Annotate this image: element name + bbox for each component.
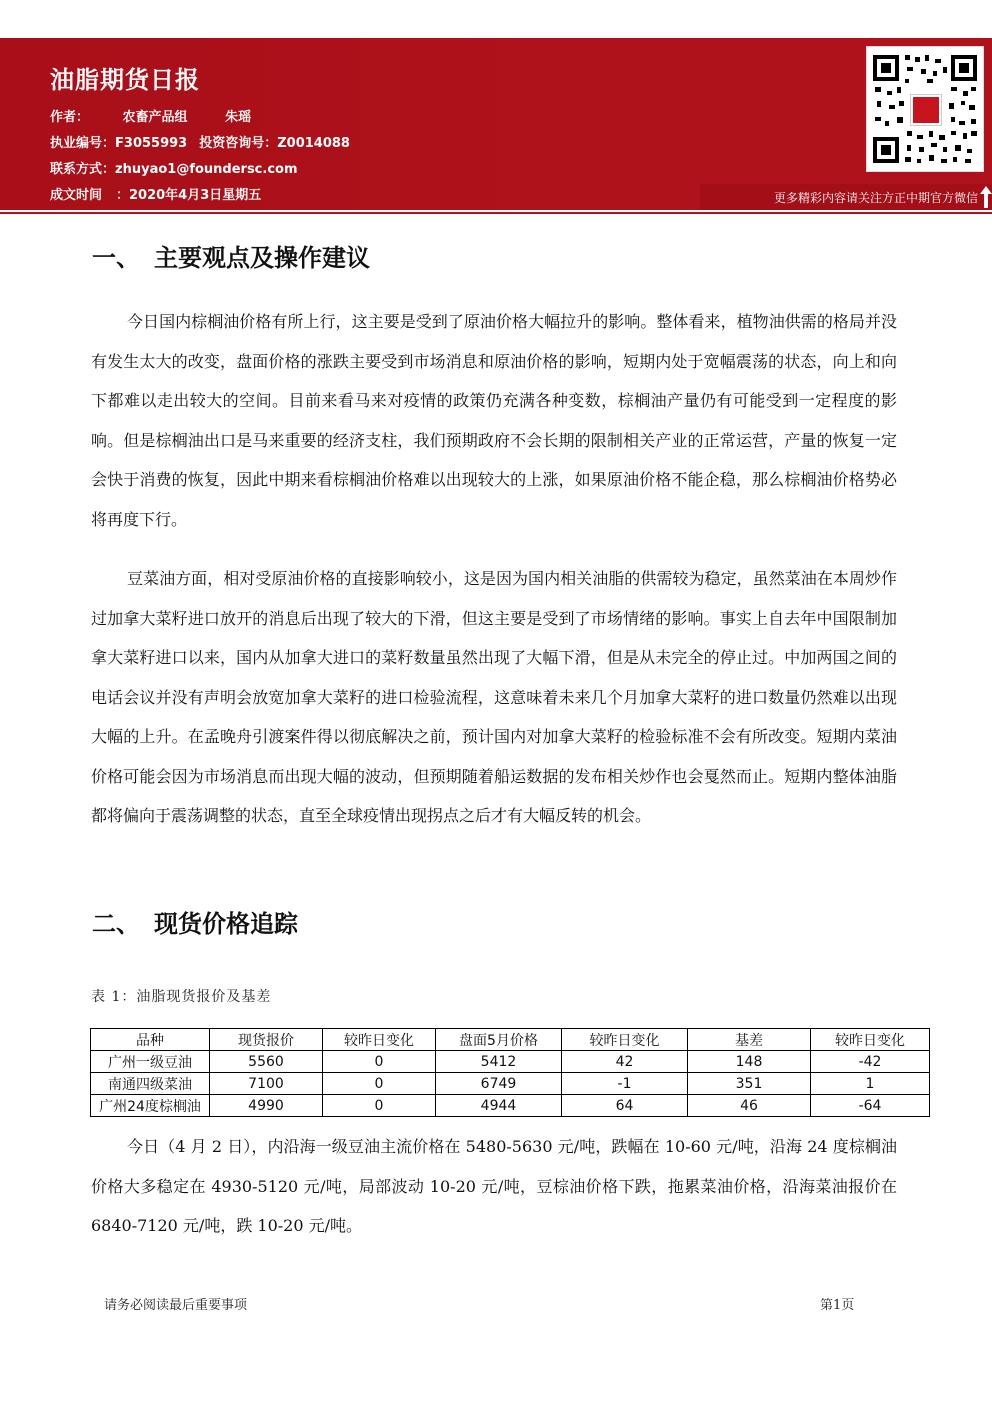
table-cell: 0 <box>323 1073 436 1095</box>
table-cell: 广州24度棕榈油 <box>91 1095 210 1117</box>
qr-code <box>866 46 984 172</box>
section-1-number: 一、 <box>92 244 140 272</box>
table-cell: 6749 <box>436 1073 562 1095</box>
table-header-cell: 基差 <box>688 1029 811 1051</box>
table-cell: 148 <box>688 1051 811 1073</box>
follow-banner[interactable] <box>700 184 992 210</box>
table-cell: 351 <box>688 1073 811 1095</box>
table-cell: 广州一级豆油 <box>91 1051 210 1073</box>
report-title: 油脂期货日报 <box>50 66 200 94</box>
table-cell: 0 <box>323 1051 436 1073</box>
section-2-title: 现货价格追踪 <box>154 910 298 938</box>
date-label: 成文时间 <box>50 188 103 203</box>
footer-disclaimer-note: 请务必阅读最后重要事项 <box>104 1298 248 1313</box>
section-2-number: 二、 <box>92 910 140 938</box>
table-cell: 南通四级菜油 <box>91 1073 210 1095</box>
table-cell: 4990 <box>210 1095 323 1117</box>
table-cell: 0 <box>323 1095 436 1117</box>
author-name: 朱瑶 <box>225 110 252 125</box>
spot-price-table <box>90 1028 930 1117</box>
table-header-cell: 现货报价 <box>210 1029 323 1051</box>
contact-line <box>50 158 298 177</box>
date-line <box>50 184 261 203</box>
contact-email[interactable]: zhuyao1@foundersc.com <box>115 162 298 177</box>
table-cell: -42 <box>811 1051 930 1073</box>
table-cell: -64 <box>811 1095 930 1117</box>
section-1-heading <box>92 238 370 273</box>
brand-logo-icon <box>911 95 941 125</box>
table-cell: 1 <box>811 1073 930 1095</box>
table-cell: 64 <box>562 1095 688 1117</box>
table-header-cell: 盘面5月价格 <box>436 1029 562 1051</box>
table-cell: 5412 <box>436 1051 562 1073</box>
table-header-cell: 品种 <box>91 1029 210 1051</box>
advisor-number: Z0014088 <box>277 136 350 151</box>
author-label: 作者： <box>50 110 90 125</box>
license-label: 执业编号： <box>50 136 116 151</box>
table-cell: 5560 <box>210 1051 323 1073</box>
table-cell: 4944 <box>436 1095 562 1117</box>
follow-text: 更多精彩内容请关注方正中期官方微信 <box>773 191 978 205</box>
section-2-heading <box>92 904 298 939</box>
section-1-title: 主要观点及操作建议 <box>154 244 370 272</box>
table-cell: -1 <box>562 1073 688 1095</box>
table-caption: 表 1：油脂现货报价及基差 <box>91 989 272 1005</box>
table-header-row <box>91 1029 930 1051</box>
date-value: ：2020年4月3日星期五 <box>116 188 262 203</box>
table-cell: 42 <box>562 1051 688 1073</box>
section-1-paragraph-2: 豆菜油方面，相对受原油价格的直接影响较小，这是因为国内相关油脂的供需较为稳定，虽然菜油在本周炒作过加拿大菜籽进口放开的消息后出现了较大的下滑，但这主要是受到了市场情绪的影响。事实上自去年中国限制加拿大菜籽进口以来，国内从加拿大进口的菜籽数量虽然出现了大幅下滑，但是从未完全的停止过。中加两国之间的电话会议并没有声明会放宽加拿大菜籽的进口检验流程，这意味着未来几个月加拿大菜籽的进口数量仍然难以出现大幅的上升。在孟晚舟引渡案件得以彻底解决之前，预计国内对加拿大菜籽的检验标准不会有所改变。短期内菜油价格可能会因为市场消息而出现大幅的波动，但预期随着船运数据的发布相关炒作也会戛然而止。短期内整体油脂都将偏向于震荡调整的状态，直至全球疫情出现拐点之后才有大幅反转的机会。 <box>91 569 897 825</box>
page-number: 第1页 <box>820 1298 855 1313</box>
table-header-cell: 较昨日变化 <box>323 1029 436 1051</box>
header-divider <box>0 212 992 214</box>
table-cell: 46 <box>688 1095 811 1117</box>
table-cell: 7100 <box>210 1073 323 1095</box>
advisor-label: 投资咨询号： <box>199 136 278 151</box>
table-header-cell: 较昨日变化 <box>811 1029 930 1051</box>
license-number: F3055993 <box>115 136 188 151</box>
table-row <box>91 1051 930 1073</box>
section-2-paragraph: 今日（4 月 2 日），内沿海一级豆油主流价格在 5480-5630 元/吨，跌幅在 10-60 元/吨，沿海 24 度棕榈油价格大多稳定在 4930-5120 元/吨，局部波动 10-20 元/吨，豆棕油价格下跌，拖累菜油价格，沿海菜油报价在 6840-7120 元/吨，跌 10-20 元/吨。 <box>91 1137 897 1235</box>
author-line <box>50 106 251 125</box>
section-1-paragraph-1: 今日国内棕榈油价格有所上行，这主要是受到了原油价格大幅拉升的影响。整体看来，植物油供需的格局并没有发生太大的改变，盘面价格的涨跌主要受到市场消息和原油价格的影响，短期内处于宽幅震荡的状态，向上和向下都难以走出较大的空间。目前来看马来对疫情的政策仍充满各种变数，棕榈油产量仍有可能受到一定程度的影响。但是棕榈油出口是马来重要的经济支柱，我们预期政府不会长期的限制相关产业的正常运营，产量的恢复一定会快于消费的恢复，因此中期来看棕榈油价格难以出现较大的上涨，如果原油价格不能企稳，那么棕榈油价格势必将再度下行。 <box>91 312 897 529</box>
arrow-up-icon <box>980 184 992 210</box>
contact-label: 联系方式： <box>50 162 116 177</box>
table-row <box>91 1095 930 1117</box>
table-row <box>91 1073 930 1095</box>
author-group: 农畜产品组 <box>122 110 188 125</box>
license-line <box>50 132 350 151</box>
report-header <box>0 38 992 210</box>
table-header-cell: 较昨日变化 <box>562 1029 688 1051</box>
